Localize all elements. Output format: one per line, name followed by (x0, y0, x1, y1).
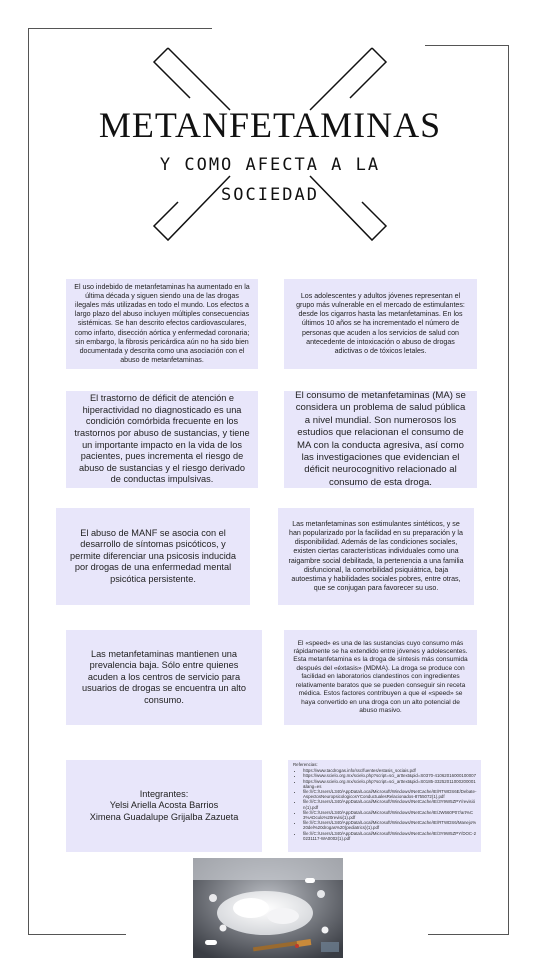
info-card (284, 630, 477, 725)
info-card (278, 508, 474, 605)
info-card (66, 391, 258, 488)
reference-item[interactable]: • file:///C:/Users/L340/AppData/Local/Microsoft/Windows/INetCache/IE/RTWDS6/Manejo%20del%20drogas%20(pediatrics)(1).pdf (303, 820, 477, 830)
card-text: El uso indebido de metanfetaminas ha aumentado en la última década y siguen siendo una de las drogas ilegales más utilizadas en todo el mundo. Los efectos a largo plazo del abuso incluyen múltiples consecuencias sistémicas. Se han descrito efectos cardiovasculares, como infarto, disección aórtica y enfermedad coronaria; sin embargo, la fibrosis pericárdica aún no ha sido bien documentada y descrita como una asociación con el abuso de metanfetaminas. (74, 282, 250, 365)
author-name: Ximena Guadalupe Grijalba Zazueta (89, 811, 239, 822)
card-text: Las metanfetaminas mantienen una prevalencia baja. Sólo entre quienes acuden a los centros de servicio para usuarios de drogas se encuentra un alto consumo. (82, 648, 246, 705)
reference-item[interactable]: • file:///C:/Users/L340/AppData/Local/Microsoft/Windows/INetCache/IE/JW660P07/art%C3%ADculo%20revisi(1).pdf (303, 810, 477, 820)
references-list (293, 762, 477, 841)
frame-bottom-left-line (28, 934, 126, 935)
authors-heading: Integrantes: (139, 788, 189, 799)
info-card (66, 279, 258, 369)
frame-bottom-right-line (428, 934, 509, 935)
info-card (56, 508, 250, 605)
card-text: El «speed» es una de las sustancias cuyo consumo más rápidamente se ha extendido entre jóvenes y adolescentes. Esta metanfetamina es la droga de síntesis más consumida después del «éxtasis» (MDMA). La droga se produce con facilidad en laboratorios clandestinos con ingredientes relativamente baratos que se pueden conseguir sin receta médica. Estos factores contribuyen a que el «speed» se haya convertido en una droga con un alto potencial de abuso masivo. (293, 639, 468, 714)
reference-item[interactable]: • https://www.scielo.org.mx/scielo.php?script=sci_arttext&pid=S0370-41062016000100007 (303, 773, 477, 778)
card-text: El trastorno de déficit de atención e hiperactividad no diagnosticado es una condición comórbida frecuente en los trastornos por abuso de sustancias, y tiene un importante impacto en la vida de los pacientes, pues incrementa el riesgo de abuso de sustancias y el riesgo derivado de conductas impulsivas. (74, 393, 250, 485)
reference-item[interactable]: • file:///C:/Users/L340/AppData/Local/Microsoft/Windows/INetCache/IE/RTWDS6E/Debate-AspectosNeuropsicologicosYConductualesRelacionados-8755072(1).pdf (303, 789, 477, 799)
authors-card (66, 760, 262, 852)
reference-item[interactable]: • file:///C:/Users/L340/AppData/Local/Microsoft/Windows/INetCache/IE/3Y9W5ZPY/revisión(1).pdf (303, 799, 477, 809)
author-name: Yelsi Ariella Acosta Barrios (109, 800, 219, 811)
drug-photo-illustration (193, 858, 343, 958)
drug-photo (193, 858, 343, 958)
info-card (284, 391, 477, 488)
reference-item[interactable]: • https://www.scielo.org.mx/scielo.php?script=sci_arttext&pid=S0185-33252011000200001&lang=es (303, 779, 477, 789)
card-text: El abuso de MANF se asocia con el desarrollo de síntomas psicóticos, y permite diferenciar una psicosis inducida por drogas de una enfermedad mental psicótica persistente. (70, 527, 236, 584)
reference-item[interactable]: • file:///C:/Users/L340/AppData/Local/Microsoft/Windows/INetCache/IE/3Y9W5ZPY/DOC-20231117-WA0002(1).pdf (303, 831, 477, 841)
card-text: Los adolescentes y adultos jóvenes representan el grupo más vulnerable en el mercado de estimulantes: desde los cigarros hasta las metanfetaminas. En los últimos 10 años se ha incrementado el número de personas que acuden a los servicios de salud con antecedente de intoxicación o abuso de drogas adictivas o de tóxicos letales. (296, 291, 465, 355)
card-text: Las metanfetaminas son estimulantes sintéticos, y se han popularizado por la facilidad en su preparación y la disponibilidad. Además de las condiciones sociales, existen ciertas características individuales como una raigambre social debilitada, la pertenencia a una familia disfuncional, la comorbilidad psiquiátrica, baja autoestima y habilidades sociales pobres, entre otras, que se conjugan para favorecer su uso. (288, 519, 464, 593)
reference-item[interactable]: • https://www.tacdrogas.info/ssc/fuentes/estasis_sociais.pdf (303, 768, 477, 773)
page-title: METANFETAMINAS (98, 105, 442, 145)
info-card (284, 279, 477, 369)
page-subtitle: Y COMO AFECTA A LA SOCIEDAD (159, 155, 381, 205)
references-heading: Referencias: (293, 762, 318, 767)
info-card (66, 630, 262, 725)
card-text: El consumo de metanfetaminas (MA) se considera un problema de salud pública a nivel mundial. Son numerosos los estudios que relacionan el consumo de MA con la conducta agresiva, así como las investigaciones que evidencian el déficit neurocognitivo relacionado al consumo de esta droga. (295, 389, 466, 488)
